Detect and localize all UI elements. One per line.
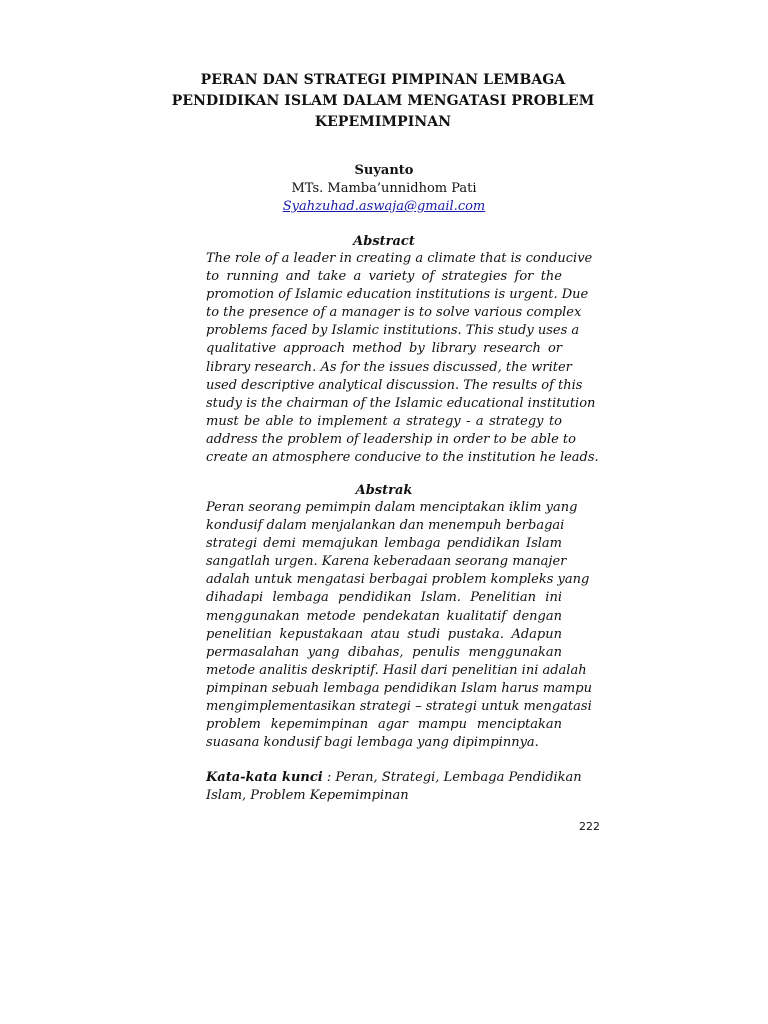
abstract-line: to running and take a variety of strategies for the xyxy=(206,269,562,285)
abstract-line: promotion of Islamic education institutions is urgent. Due xyxy=(206,287,589,303)
abstrak-line: problem kepemimpinan agar mampu menciptakan xyxy=(206,717,562,733)
title-line: KEPEMIMPINAN xyxy=(314,114,452,130)
abstrak-line: dihadapi lembaga pendidikan Islam. Penelitian ini xyxy=(206,590,562,606)
title-line: PENDIDIKAN ISLAM DALAM MENGATASI PROBLEM xyxy=(171,93,595,109)
paper-title xyxy=(170,70,596,133)
abstrak-line: adalah untuk mengatasi berbagai problem kompleks yang xyxy=(206,572,590,588)
abstract-line: address the problem of leadership in order to be able to xyxy=(206,431,576,447)
abstrak-body xyxy=(206,499,592,752)
author-email xyxy=(200,197,568,216)
author-name: Suyanto xyxy=(354,163,414,178)
email-link[interactable]: Syahzuhad.aswaja@gmail.com xyxy=(282,199,486,214)
abstract-line: study is the chairman of the Islamic educational institution xyxy=(206,395,596,411)
abstract-line: library research. As for the issues discussed, the writer xyxy=(206,359,572,375)
keywords xyxy=(206,769,582,805)
page-number: 222 xyxy=(579,820,600,833)
title-line: PERAN DAN STRATEGI PIMPINAN LEMBAGA xyxy=(200,72,566,88)
abstrak-line: Peran seorang pemimpin dalam menciptakan iklim yang xyxy=(206,500,578,515)
abstrak-line: mengimplementasikan strategi – strategi untuk mengatasi xyxy=(206,699,592,715)
abstrak-line: strategi demi memajukan lembaga pendidikan Islam xyxy=(206,536,562,552)
abstract-line: The role of a leader in creating a climate that is conducive xyxy=(206,251,593,266)
keywords-line: Islam, Problem Kepemimpinan xyxy=(206,788,409,804)
abstrak-line: kondusif dalam menjalankan dan menempuh berbagai xyxy=(206,518,565,534)
abstract-line: problems faced by Islamic institutions. This study uses a xyxy=(206,323,580,339)
abstrak-line: menggunakan metode pendekatan kualitatif dengan xyxy=(206,608,562,624)
abstrak-line: penelitian kepustakaan atau studi pustaka. Adapun xyxy=(206,626,562,642)
abstrak-line: pimpinan sebuah lembaga pendidikan Islam harus mampu xyxy=(206,680,592,696)
abstrak-line: permasalahan yang dibahas, penulis menggunakan xyxy=(206,644,562,660)
abstract-line: must be able to implement a strategy - a strategy to xyxy=(206,413,562,429)
abstrak-heading: Abstrak xyxy=(355,483,413,498)
abstrak-line: suasana kondusif bagi lembaga yang dipimpinnya. xyxy=(206,735,539,751)
keywords-line xyxy=(206,769,582,787)
abstract-line: create an atmosphere conducive to the institution he leads. xyxy=(206,450,599,466)
keywords-label: Kata-kata kunci xyxy=(206,770,323,785)
abstract-line: to the presence of a manager is to solve various complex xyxy=(206,305,582,321)
keywords-text: : Peran, Strategi, Lembaga Pendidikan xyxy=(322,770,582,785)
abstract-heading: Abstract xyxy=(353,234,415,249)
author-affiliation: MTs. Mamba’unnidhom Pati xyxy=(291,181,477,196)
abstract-body xyxy=(206,250,599,467)
abstrak-line: sangatlah urgen. Karena keberadaan seorang manajer xyxy=(206,554,567,570)
abstrak-line: metode analitis deskriptif. Hasil dari penelitian ini adalah xyxy=(206,662,587,678)
abstract-line: used descriptive analytical discussion. The results of this xyxy=(206,377,583,393)
abstract-line: qualitative approach method by library research or xyxy=(206,341,562,357)
